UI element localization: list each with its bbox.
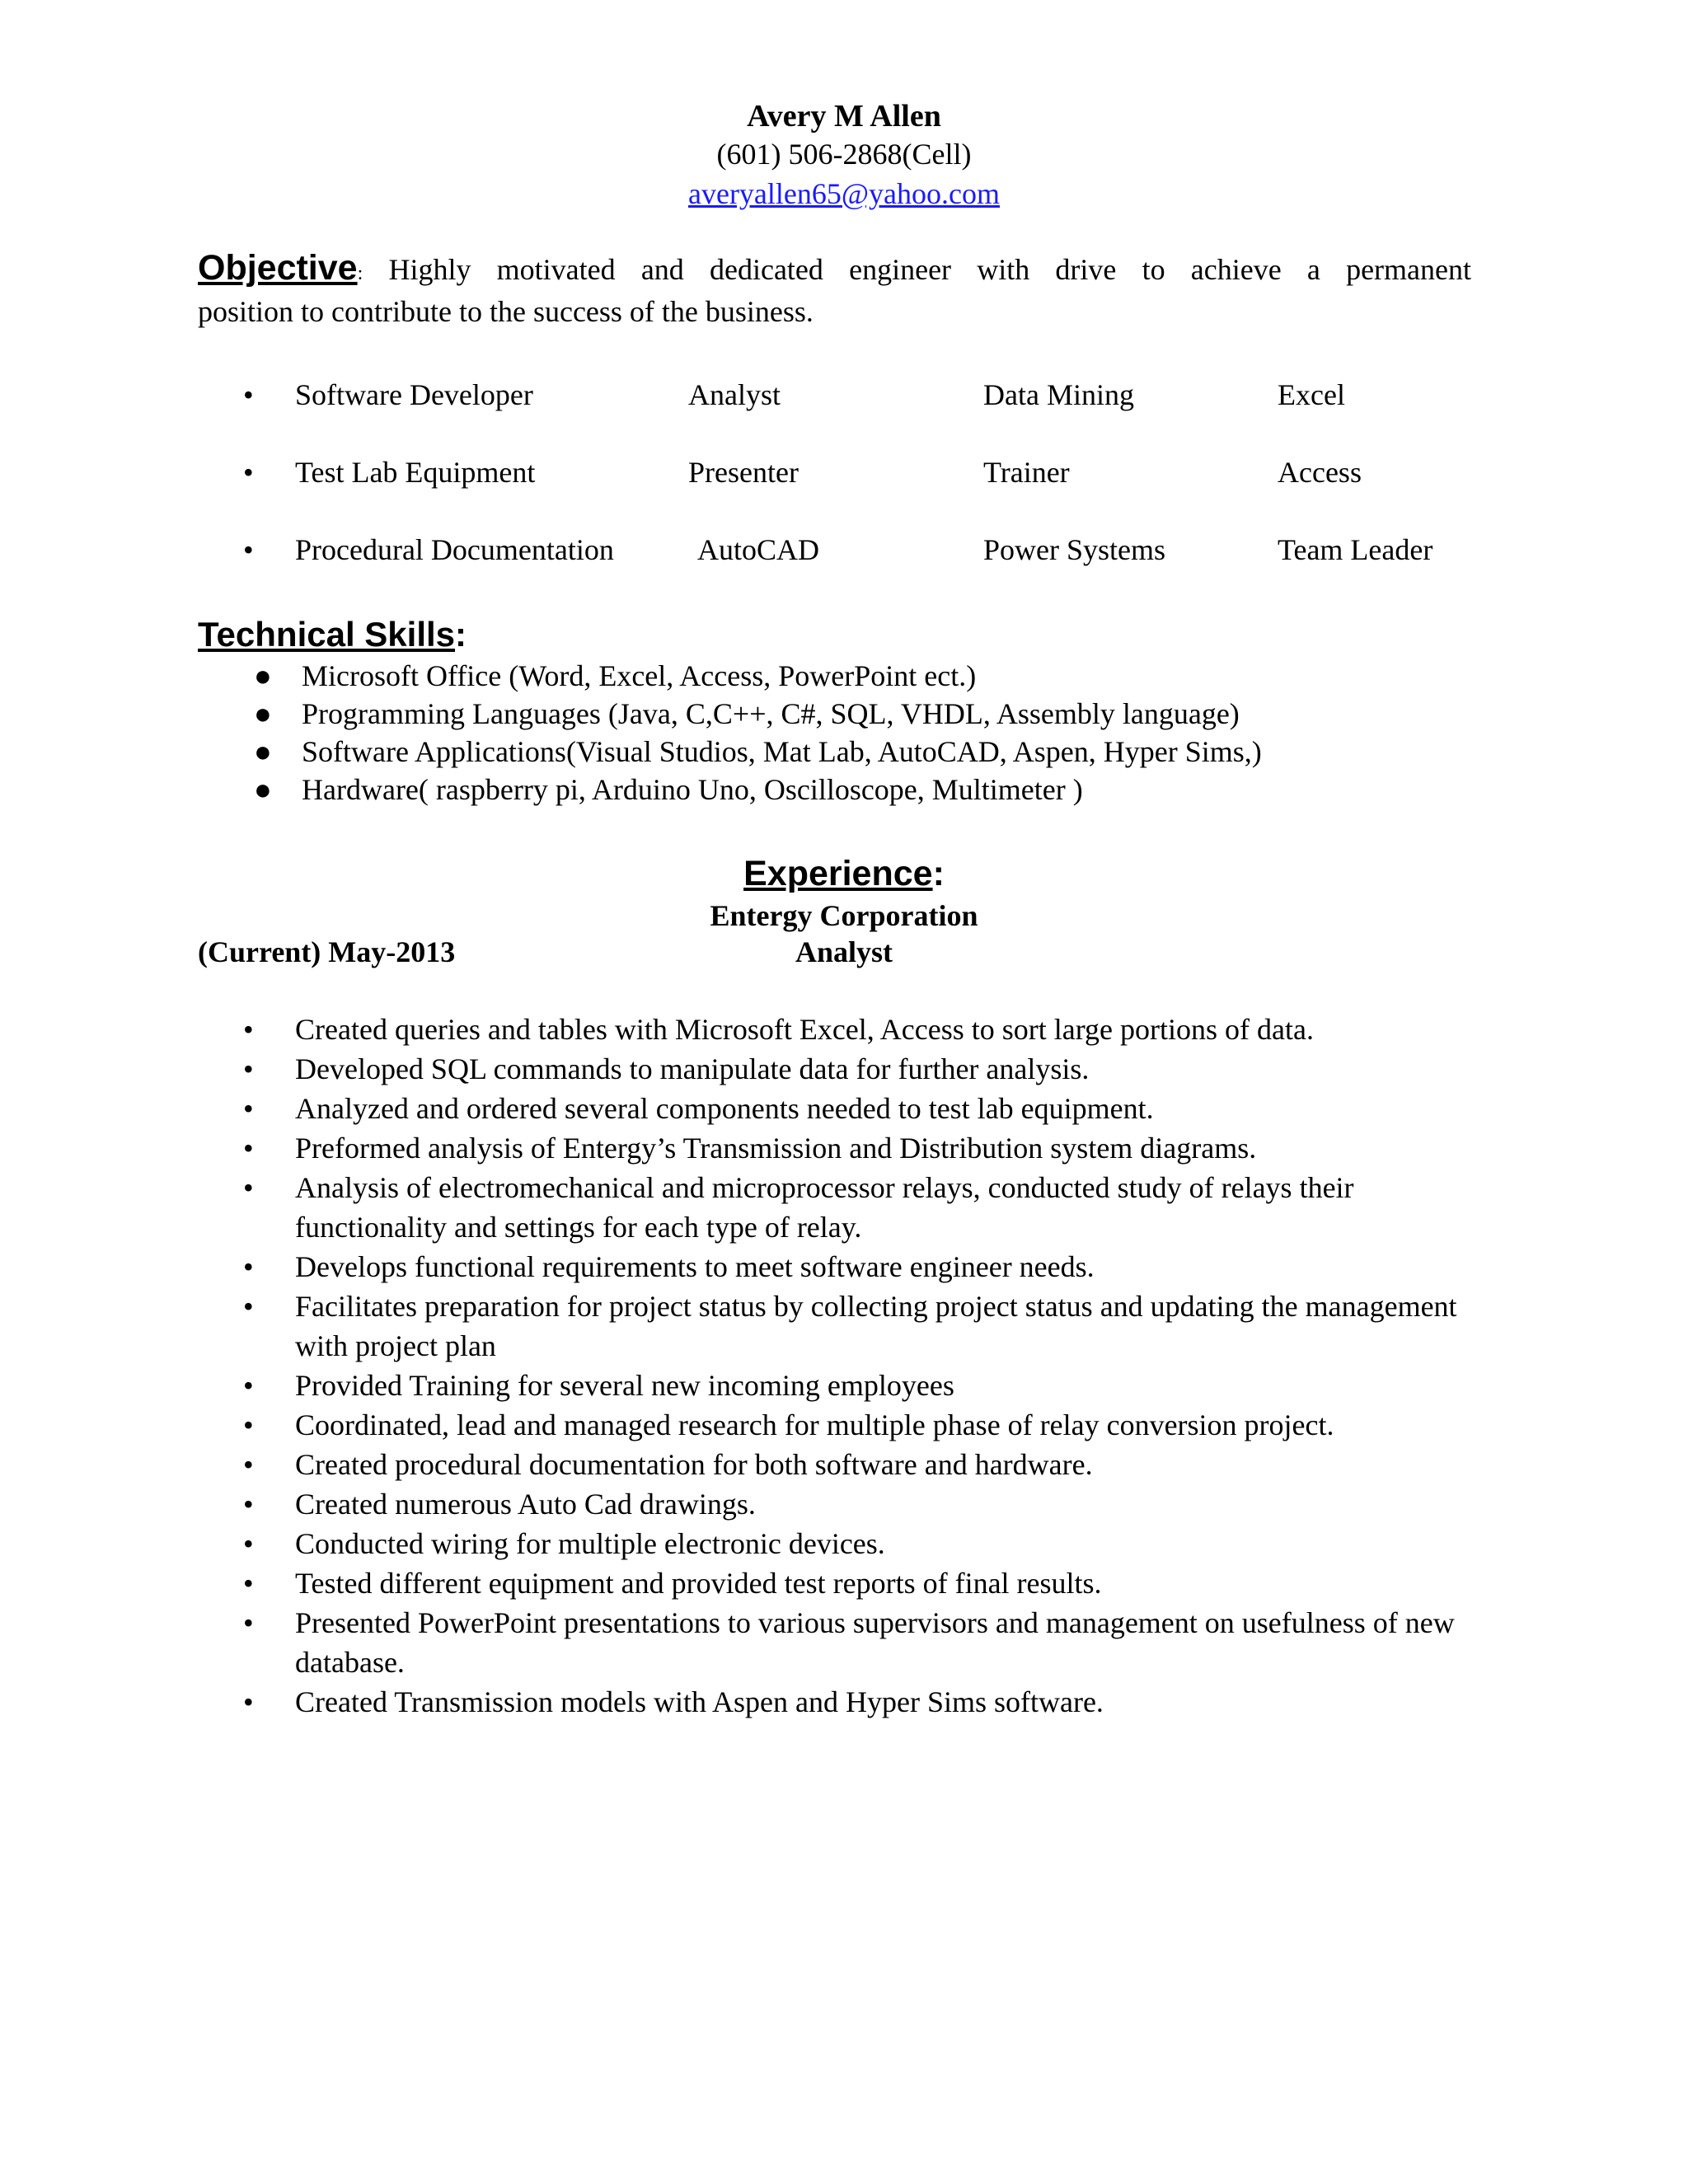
skills-row bbox=[198, 453, 1484, 531]
list-item bbox=[198, 1286, 1467, 1366]
bullet-icon: • bbox=[243, 1567, 254, 1600]
technical-skills-colon: : bbox=[455, 615, 467, 654]
list-item bbox=[198, 1603, 1467, 1682]
experience-title: Experience bbox=[743, 854, 933, 893]
skill-cell: Power Systems bbox=[983, 533, 1166, 566]
objective-colon: : bbox=[357, 263, 363, 284]
duty-text: Tested different equipment and provided test reports of final results. bbox=[295, 1567, 1102, 1600]
duty-text: Analysis of electromechanical and microprocessor relays, conducted study of relays their functionality and settings for each type of relay. bbox=[295, 1171, 1354, 1244]
list-item bbox=[198, 733, 1484, 771]
skill-cell: Analyst bbox=[688, 378, 781, 411]
list-item bbox=[198, 657, 1484, 695]
skill-cell: Team Leader bbox=[1278, 533, 1433, 566]
list-item bbox=[198, 1405, 1467, 1445]
technical-skills-title: Technical Skills bbox=[198, 615, 456, 654]
list-item bbox=[198, 1445, 1467, 1484]
skill-cell: Test Lab Equipment bbox=[295, 456, 536, 489]
skill-cell: Procedural Documentation bbox=[295, 533, 614, 566]
bullet-icon: • bbox=[243, 1013, 254, 1046]
email-line bbox=[0, 175, 1688, 213]
bullet-icon: • bbox=[243, 1171, 254, 1204]
skill-cell: Software Developer bbox=[295, 378, 533, 411]
duty-text: Created procedural documentation for both software and hardware. bbox=[295, 1448, 1093, 1481]
duty-text: Facilitates preparation for project status by collecting project status and updating the management with project plan bbox=[295, 1290, 1457, 1362]
company-name: Entergy Corporation bbox=[710, 899, 978, 932]
duty-text: Created Transmission models with Aspen and Hyper Sims software. bbox=[295, 1685, 1104, 1718]
employment-dates: (Current) May-2013 bbox=[198, 935, 456, 968]
technical-skills-list bbox=[198, 657, 1484, 808]
duty-text: Preformed analysis of Entergy’s Transmission and Distribution system diagrams. bbox=[295, 1132, 1257, 1165]
skill-cell: Data Mining bbox=[983, 378, 1134, 411]
candidate-name: Avery M Allen bbox=[747, 99, 941, 134]
phone-number: (601) 506-2868(Cell) bbox=[716, 138, 972, 171]
objective-text-line2: position to contribute to the success of the business. bbox=[198, 295, 814, 328]
objective-text-line1: Highly motivated and dedicated engineer with drive to achieve a permanent bbox=[388, 253, 1471, 286]
list-item bbox=[198, 1484, 1467, 1524]
bullet-icon: • bbox=[243, 1685, 254, 1718]
list-item bbox=[198, 1128, 1467, 1168]
bullet-icon: • bbox=[243, 1092, 254, 1125]
list-item bbox=[198, 695, 1484, 733]
list-item bbox=[198, 1089, 1467, 1128]
experience-colon: : bbox=[932, 854, 945, 893]
bullet-icon: • bbox=[243, 1408, 254, 1441]
bullet-icon: • bbox=[243, 1290, 254, 1323]
list-item bbox=[198, 1247, 1467, 1286]
bullet-dot-icon: ● bbox=[254, 659, 272, 692]
bullet-icon: • bbox=[243, 1132, 254, 1165]
duty-text: Analyzed and ordered several components needed to test lab equipment. bbox=[295, 1092, 1154, 1125]
duty-text: Provided Training for several new incoming employees bbox=[295, 1369, 954, 1402]
bullet-icon: • bbox=[243, 1488, 254, 1521]
bullet-icon: • bbox=[243, 1448, 254, 1481]
bullet-icon: • bbox=[243, 456, 254, 489]
bullet-icon: • bbox=[243, 533, 254, 566]
list-item bbox=[198, 1010, 1467, 1049]
duty-text: Coordinated, lead and managed research for multiple phase of relay conversion project. bbox=[295, 1408, 1334, 1441]
objective-heading: Objective bbox=[198, 248, 358, 288]
skills-row bbox=[198, 531, 1484, 608]
email-link[interactable]: averyallen65@yahoo.com bbox=[687, 177, 1001, 210]
skill-text: Hardware( raspberry pi, Arduino Uno, Oscilloscope, Multimeter ) bbox=[302, 773, 1083, 806]
duties-list bbox=[198, 1010, 1467, 1722]
duty-text: Develops functional requirements to meet software engineer needs. bbox=[295, 1250, 1095, 1283]
skill-text: Microsoft Office (Word, Excel, Access, PowerPoint ect.) bbox=[302, 659, 977, 692]
bullet-icon: • bbox=[243, 1527, 254, 1560]
duty-text: Created queries and tables with Microsoft Excel, Access to sort large portions of data. bbox=[295, 1013, 1314, 1046]
bullet-icon: • bbox=[243, 1250, 254, 1283]
bullet-dot-icon: ● bbox=[254, 735, 272, 768]
skill-cell: Trainer bbox=[983, 456, 1070, 489]
bullet-icon: • bbox=[243, 1369, 254, 1402]
technical-skills-heading bbox=[198, 613, 467, 656]
list-item bbox=[198, 1049, 1467, 1089]
bullet-icon: • bbox=[243, 1052, 254, 1085]
list-item bbox=[198, 1524, 1467, 1563]
list-item bbox=[198, 1366, 1467, 1405]
job-role: Analyst bbox=[795, 935, 893, 968]
list-item bbox=[198, 1168, 1467, 1247]
duty-text: Conducted wiring for multiple electronic devices. bbox=[295, 1527, 885, 1560]
skill-text: Programming Languages (Java, C,C++, C#, SQL, VHDL, Assembly language) bbox=[302, 697, 1240, 730]
skills-grid bbox=[198, 376, 1484, 608]
duty-text: Developed SQL commands to manipulate data for further analysis. bbox=[295, 1052, 1090, 1085]
skill-cell: Access bbox=[1278, 456, 1362, 489]
bullet-dot-icon: ● bbox=[254, 697, 272, 730]
list-item bbox=[198, 771, 1484, 808]
skill-cell: AutoCAD bbox=[697, 533, 820, 566]
duty-text: Created numerous Auto Cad drawings. bbox=[295, 1488, 756, 1521]
objective-first-line bbox=[198, 249, 1471, 293]
skill-cell: Presenter bbox=[688, 456, 799, 489]
skill-cell: Excel bbox=[1278, 378, 1345, 411]
skill-text: Software Applications(Visual Studios, Mat Lab, AutoCAD, Aspen, Hyper Sims,) bbox=[302, 735, 1262, 768]
experience-heading bbox=[0, 852, 1688, 895]
bullet-icon: • bbox=[243, 1606, 254, 1639]
bullet-dot-icon: ● bbox=[254, 773, 272, 806]
list-item bbox=[198, 1682, 1467, 1722]
objective-section bbox=[198, 249, 1471, 330]
duty-text: Presented PowerPoint presentations to various supervisors and management on usefulness of new database. bbox=[295, 1606, 1455, 1679]
list-item bbox=[198, 1563, 1467, 1603]
skills-row bbox=[198, 376, 1484, 453]
bullet-icon: • bbox=[243, 378, 254, 411]
